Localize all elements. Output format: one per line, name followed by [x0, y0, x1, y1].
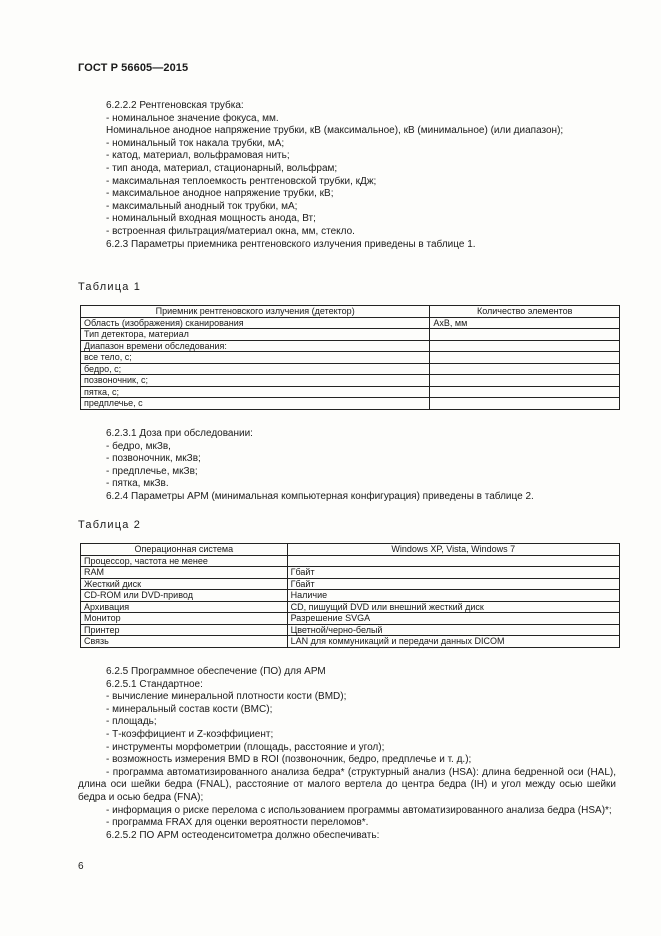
table-row: [81, 624, 620, 636]
table-row: [81, 578, 620, 590]
table-cell: Гбайт: [287, 578, 619, 590]
table-row: [81, 340, 620, 352]
paragraph: - номинальное значение фокуса, мм.: [106, 112, 279, 124]
table-row: [81, 329, 620, 341]
table-cell: Цветной/черно-белый: [287, 624, 619, 636]
table1-caption: Таблица 1: [78, 281, 142, 293]
paragraph: - программа FRAX для оценки вероятности переломов*.: [106, 817, 369, 829]
paragraph: - номинальный входная мощность анода, Вт;: [106, 213, 316, 225]
paragraph: 6.2.3 Параметры приемника рентгеновского излучения приведены в таблице 1.: [106, 238, 476, 250]
table-cell: Разрешение SVGA: [287, 613, 619, 625]
table-cell: Область (изображения) сканирования: [81, 317, 430, 329]
table-row: [81, 590, 620, 602]
paragraph: - предплечье, мкЗв;: [106, 465, 198, 477]
paragraph: - вычисление минеральной плотности кости (BMD);: [106, 691, 347, 703]
table-header-cell: Приемник рентгеновского излучения (детектор): [81, 306, 430, 318]
section-x-ray-tube: [78, 100, 616, 251]
table-cell: позвоночник, с;: [81, 375, 430, 387]
table-cell: предплечье, с: [81, 398, 430, 410]
table-row: [81, 636, 620, 648]
table-cell: [430, 398, 620, 410]
paragraph: - катод, материал, вольфрамовая нить;: [106, 150, 290, 162]
section-software: [78, 666, 616, 842]
paragraph: 6.2.5 Программное обеспечение (ПО) для АРМ: [106, 666, 326, 677]
table-cell: LAN для коммуникаций и передачи данных DICOM: [287, 636, 619, 648]
table-header-cell: Windows XP, Vista, Windows 7: [287, 544, 619, 556]
table-cell: [430, 329, 620, 341]
paragraph: 6.2.5.2 ПО АРМ остеоденситометра должно обеспечивать:: [106, 829, 380, 841]
table-cell: CD-ROM или DVD-привод: [81, 590, 288, 602]
paragraph: 6.2.3.1 Доза при обследовании:: [106, 428, 253, 439]
table-cell: Архивация: [81, 601, 288, 613]
paragraph: - бедро, мкЗв,: [106, 440, 171, 452]
table-cell: [430, 352, 620, 364]
table-cell: RAM: [81, 567, 288, 579]
table-row: [81, 601, 620, 613]
table-cell: [430, 340, 620, 352]
table-header-cell: Операционная система: [81, 544, 288, 556]
paragraph: - максимальная теплоемкость рентгеновской трубки, кДж;: [106, 175, 377, 187]
table-cell: Тип детектора, материал: [81, 329, 430, 341]
paragraph: - номинальный ток накала трубки, мА;: [106, 137, 285, 149]
table-cell: Жесткий диск: [81, 578, 288, 590]
paragraph: 6.2.2.2 Рентгеновская трубка:: [106, 100, 244, 111]
table-row: [81, 352, 620, 364]
table-row: [81, 613, 620, 625]
table-row: [81, 386, 620, 398]
table-cell: пятка, с;: [81, 386, 430, 398]
paragraph: - максимальное анодное напряжение трубки, кВ;: [106, 188, 334, 200]
table-header-cell: Количество элементов: [430, 306, 620, 318]
paragraph: - Т-коэффициент и Z-коэффициент;: [106, 728, 274, 740]
table-cell: [287, 555, 619, 567]
table-cell: [430, 386, 620, 398]
table-cell: Монитор: [81, 613, 288, 625]
table-cell: Наличие: [287, 590, 619, 602]
document-header: ГОСТ Р 56605—2015: [78, 62, 189, 74]
paragraph: - инструменты морфометрии (площадь, расстояние и угол);: [106, 741, 385, 753]
table-cell: CD, пишущий DVD или внешний жесткий диск: [287, 601, 619, 613]
table-row: [81, 363, 620, 375]
paragraph: - информация о риске перелома с использованием программы автоматизированного анализа бедра (HSA)*;: [106, 804, 612, 816]
paragraph: 6.2.5.1 Стандартное:: [106, 678, 203, 690]
table-cell: Принтер: [81, 624, 288, 636]
table-row: [81, 555, 620, 567]
table-cell: [430, 375, 620, 387]
table1: [80, 305, 620, 410]
table-header-row: [81, 306, 620, 318]
table-cell: Диапазон времени обследования:: [81, 340, 430, 352]
paragraph: - площадь;: [106, 716, 157, 728]
table-cell: Процессор, частота не менее: [81, 555, 288, 567]
table-row: [81, 375, 620, 387]
table-header-row: [81, 544, 620, 556]
paragraph: Номинальное анодное напряжение трубки, кВ (максимальное), кВ (минимальное) (или диапазон);: [106, 125, 564, 137]
table-cell: все тело, с;: [81, 352, 430, 364]
table-cell: Гбайт: [287, 567, 619, 579]
table2: [80, 543, 620, 648]
paragraph: - тип анода, материал, стационарный, вольфрам;: [106, 162, 338, 174]
paragraph: - минеральный состав кости (BMC);: [106, 703, 273, 715]
section-dose: [78, 428, 616, 504]
table-row: [81, 567, 620, 579]
table-cell: бедро, с;: [81, 363, 430, 375]
paragraph: - возможность измерения BMD в ROI (позвоночник, бедро, предплечье и т. д.);: [106, 754, 472, 766]
paragraph: - встроенная фильтрация/материал окна, мм, стекло.: [106, 225, 355, 237]
paragraph: - программа автоматизированного анализа бедра* (структурный анализ (HSA): длина бедренной оси (HAL), длина оси шейки бедра (FNAL), расстояние от малого вертела до центра бедра (IH) и угол между осью шейки бедра и осью бедра (FNA);: [78, 766, 616, 803]
paragraph: 6.2.4 Параметры АРМ (минимальная компьютерная конфигурация) приведены в таблице 2.: [106, 490, 534, 502]
table-row: [81, 398, 620, 410]
paragraph: - пятка, мкЗв.: [106, 478, 169, 490]
paragraph: - позвоночник, мкЗв;: [106, 453, 201, 465]
table-row: [81, 317, 620, 329]
table2-caption: Таблица 2: [78, 519, 142, 531]
paragraph: - максимальный анодный ток трубки, мА;: [106, 200, 298, 212]
page-number: 6: [78, 861, 84, 872]
table-cell: АхВ, мм: [430, 317, 620, 329]
table-cell: Связь: [81, 636, 288, 648]
table-cell: [430, 363, 620, 375]
